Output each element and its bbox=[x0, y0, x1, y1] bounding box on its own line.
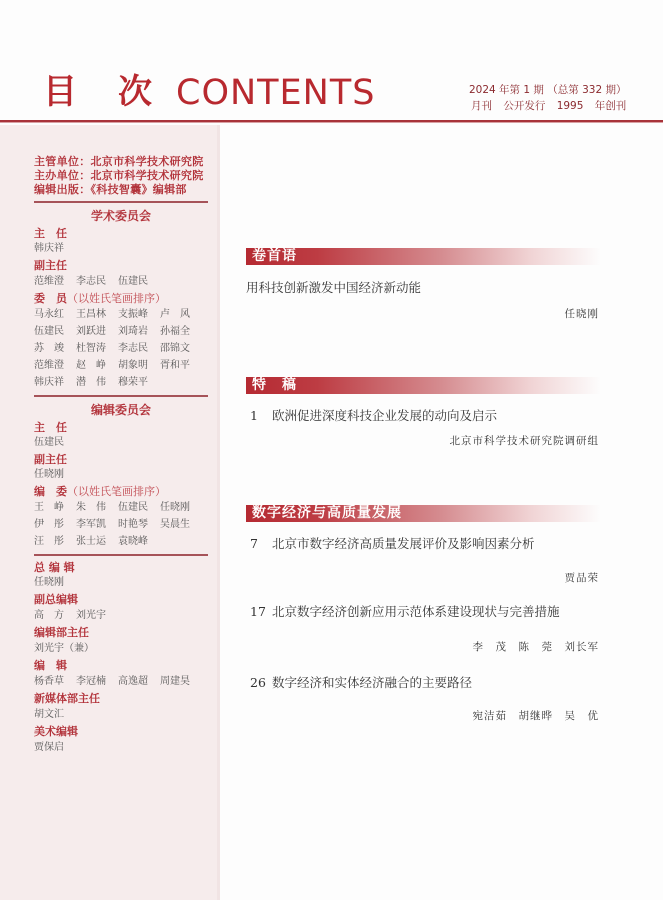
name: 潜 伟 bbox=[76, 377, 106, 388]
article-entry[interactable] bbox=[246, 675, 472, 691]
name: 袁晓峰 bbox=[118, 536, 148, 547]
names-row bbox=[34, 673, 208, 690]
section-banner bbox=[246, 248, 601, 265]
name: 孙福全 bbox=[160, 326, 190, 337]
role-label: 副主任 bbox=[34, 259, 67, 272]
role-label bbox=[34, 485, 208, 499]
section-banner bbox=[246, 377, 601, 394]
article-author: 宛洁茹 胡继晔 吴 优 bbox=[472, 710, 599, 722]
name: 卢 风 bbox=[160, 309, 190, 320]
name: 范维澄 bbox=[34, 276, 64, 287]
names-row bbox=[34, 374, 208, 391]
role-title: 编 委 bbox=[34, 485, 67, 498]
name: 吴晨生 bbox=[160, 519, 190, 530]
name: 李军凯 bbox=[76, 519, 106, 530]
names-row bbox=[34, 323, 208, 340]
name: 李冠楠 bbox=[76, 676, 106, 687]
article-title: 北京数字经济创新应用示范体系建设现状与完善措施 bbox=[272, 604, 560, 619]
article-entry[interactable] bbox=[246, 604, 560, 620]
name: 韩庆祥 bbox=[34, 377, 64, 388]
title-char-ci: 次 bbox=[118, 72, 152, 112]
names: 伍建民 bbox=[34, 437, 64, 448]
founded: 1995 年创刊 bbox=[556, 100, 627, 112]
frequency: 月刊 bbox=[471, 100, 492, 112]
section-title: 卷首语 bbox=[252, 248, 297, 264]
page-number: 7 bbox=[250, 536, 258, 551]
sort-note: （以姓氏笔画排序） bbox=[67, 292, 166, 305]
name: 刘光宇 bbox=[76, 610, 106, 621]
supervisor-unit: 主管单位：北京市科学技术研究院 bbox=[34, 155, 204, 168]
role-label bbox=[34, 292, 208, 306]
article-author: 任晓刚 bbox=[564, 308, 599, 320]
academic-committee-heading: 学术委员会 bbox=[90, 209, 151, 223]
masthead-content bbox=[34, 155, 208, 756]
name: 李志民 bbox=[118, 343, 148, 354]
name: 时艳琴 bbox=[118, 519, 148, 530]
page-number: 1 bbox=[250, 408, 258, 423]
role-label: 副主任 bbox=[34, 453, 67, 466]
name: 赵 峥 bbox=[76, 360, 106, 371]
page-number: 26 bbox=[250, 675, 266, 690]
names: 韩庆祥 bbox=[34, 243, 64, 254]
article-author: 贾品荣 bbox=[564, 572, 599, 584]
name: 高逸超 bbox=[118, 676, 148, 687]
names-row bbox=[34, 273, 208, 290]
names: 任晓刚 bbox=[34, 577, 64, 588]
names-row bbox=[34, 607, 208, 624]
divider bbox=[34, 554, 208, 556]
name: 王 峥 bbox=[34, 502, 64, 513]
names: 贾保启 bbox=[34, 742, 64, 753]
name: 刘琦岩 bbox=[118, 326, 148, 337]
names-row bbox=[34, 533, 208, 550]
name: 马永红 bbox=[34, 309, 64, 320]
article-author: 北京市科学技术研究院调研组 bbox=[449, 435, 599, 447]
section-banner bbox=[246, 505, 601, 522]
title-char-mu: 目 bbox=[43, 72, 77, 112]
name: 王昌林 bbox=[76, 309, 106, 320]
role-label: 新媒体部主任 bbox=[34, 692, 100, 705]
sort-note: （以姓氏笔画排序） bbox=[67, 485, 166, 498]
name: 周建昊 bbox=[160, 676, 190, 687]
article-title: 欧洲促进深度科技企业发展的动向及启示 bbox=[272, 408, 498, 423]
names: 刘光宇（兼） bbox=[34, 643, 94, 654]
role-title: 委 员 bbox=[34, 292, 67, 305]
name: 李志民 bbox=[76, 276, 106, 287]
article-entry[interactable] bbox=[246, 408, 497, 424]
name: 伍建民 bbox=[34, 326, 64, 337]
name: 支振峰 bbox=[118, 309, 148, 320]
name: 胡象明 bbox=[118, 360, 148, 371]
publisher-unit: 编辑出版：《科技智囊》编辑部 bbox=[34, 183, 187, 196]
role-label: 编 辑 bbox=[34, 659, 67, 672]
name: 伍建民 bbox=[118, 502, 148, 513]
role-label: 美术编辑 bbox=[34, 725, 78, 738]
section-title: 特 稿 bbox=[252, 377, 297, 393]
role-label: 主 任 bbox=[34, 421, 67, 434]
name: 胥和平 bbox=[160, 360, 190, 371]
name: 朱 伟 bbox=[76, 502, 106, 513]
name: 范维澄 bbox=[34, 360, 64, 371]
article-title: 数字经济和实体经济融合的主要路径 bbox=[272, 675, 473, 690]
name: 杜智涛 bbox=[76, 343, 106, 354]
role-label: 主 任 bbox=[34, 227, 67, 240]
name: 高 方 bbox=[34, 610, 64, 621]
role-label: 编辑部主任 bbox=[34, 626, 89, 639]
table-of-contents bbox=[246, 0, 663, 900]
role-label: 总 编 辑 bbox=[34, 561, 75, 574]
name: 任晓刚 bbox=[160, 502, 190, 513]
article-title[interactable]: 用科技创新激发中国经济新动能 bbox=[246, 280, 422, 295]
name: 伍建民 bbox=[118, 276, 148, 287]
name: 苏 竣 bbox=[34, 343, 64, 354]
names: 胡文汇 bbox=[34, 709, 64, 720]
names-row bbox=[34, 340, 208, 357]
divider bbox=[34, 395, 208, 397]
names-row bbox=[34, 357, 208, 374]
names-row bbox=[34, 516, 208, 533]
section-title: 数字经济与高质量发展 bbox=[252, 505, 402, 521]
name: 张士运 bbox=[76, 536, 106, 547]
divider bbox=[34, 201, 208, 203]
article-author: 李 茂 陈 莞 刘长军 bbox=[472, 641, 599, 653]
article-entry[interactable] bbox=[246, 536, 535, 552]
name: 杨香草 bbox=[34, 676, 64, 687]
sponsor-unit: 主办单位：北京市科学技术研究院 bbox=[34, 169, 204, 182]
editorial-committee-heading: 编辑委员会 bbox=[90, 403, 151, 417]
name: 汪 彤 bbox=[34, 536, 64, 547]
names: 任晓刚 bbox=[34, 469, 64, 480]
article-title: 北京市数字经济高质量发展评价及影响因素分析 bbox=[272, 536, 535, 551]
name: 邵锦文 bbox=[160, 343, 190, 354]
role-label: 副总编辑 bbox=[34, 593, 78, 606]
issue-info: 2024 年第 1 期 （总第 332 期） bbox=[469, 84, 627, 96]
name: 穆荣平 bbox=[118, 377, 148, 388]
names-row bbox=[34, 499, 208, 516]
page-number: 17 bbox=[250, 604, 266, 619]
name: 刘跃进 bbox=[76, 326, 106, 337]
names-row bbox=[34, 306, 208, 323]
title-contents: CONTENTS bbox=[176, 73, 376, 113]
distribution: 公开发行 bbox=[503, 100, 546, 112]
masthead-sidebar bbox=[0, 125, 220, 900]
name: 伊 彤 bbox=[34, 519, 64, 530]
